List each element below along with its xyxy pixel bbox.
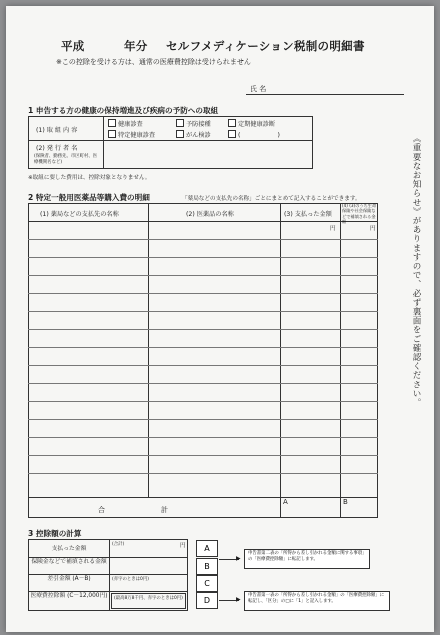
key-d: D: [196, 592, 218, 609]
important-notice-vertical: 《重要なお知らせ》がありますので、必ず裏面をご確認ください。: [411, 134, 421, 407]
total-a-label: A: [283, 498, 288, 506]
section1-row2-label: (2) 発 行 者 名: [36, 145, 78, 152]
check-vaccination[interactable]: [176, 119, 211, 128]
table-row[interactable]: [28, 275, 378, 276]
checkbox-icon: [228, 130, 236, 138]
row-deduction-label: 医療費控除額 (C－12,000円): [30, 593, 108, 599]
section2-heading: 2 特定一般用医薬品等購入費の明細: [28, 193, 150, 202]
col-divider-2: [280, 203, 281, 518]
checkbox-icon: [176, 119, 184, 127]
col-header-medicine: (2) 医薬品の名称: [186, 211, 234, 218]
section3-heading: 3 控除額の計算: [28, 529, 82, 538]
checkbox-icon: [108, 119, 116, 127]
arrow-right-icon: ▶: [236, 596, 241, 603]
table-row[interactable]: [28, 437, 378, 438]
section2-heading-note: 「薬局などの支払先の名称」ごとにまとめて記入することができます。: [182, 196, 361, 202]
col-header-paid: (3) 支払った金額: [284, 211, 332, 218]
table-header-divider: [28, 221, 378, 222]
row-deduction-hint: (最高8万8千円、赤字のときは0円): [114, 596, 183, 601]
col-divider-1: [148, 203, 149, 497]
table-row[interactable]: [28, 311, 378, 312]
table-row[interactable]: [28, 347, 378, 348]
section1-row2-sublabel: (保険者、勤務先、市区町村、医療機関名など): [34, 154, 98, 165]
name-underline: [246, 94, 404, 95]
key-c: C: [196, 575, 218, 592]
row-reimbursed-label: 保険金などで補填される金額: [31, 559, 107, 565]
check-health-exam[interactable]: [108, 119, 143, 128]
table-row[interactable]: [28, 383, 378, 384]
deduction-row-divider: [28, 591, 188, 592]
row-paid-label: 支払った金額: [51, 546, 87, 552]
check-label: 予防接種: [186, 121, 211, 128]
table-row[interactable]: [28, 401, 378, 402]
page-title: セルフメディケーション税制の明細書: [166, 39, 365, 53]
table-row[interactable]: [28, 257, 378, 258]
total-b-label: B: [343, 498, 348, 506]
section1-footnote: ※取組に要した費用は、控除対象となりません。: [28, 175, 151, 181]
row-paid-hint: (合計): [112, 542, 125, 547]
table-row[interactable]: [28, 419, 378, 420]
name-field[interactable]: [276, 80, 396, 94]
key-b: B: [196, 558, 218, 575]
key-a: A: [196, 540, 218, 557]
check-label: 特定健康診査: [118, 132, 156, 139]
check-specific-checkup[interactable]: [108, 130, 155, 139]
table-row[interactable]: [28, 365, 378, 366]
unit-paid: 円: [330, 226, 336, 232]
check-label: 健康診査: [118, 121, 143, 128]
row-difference-label: 差引金額 (A－B): [47, 576, 91, 582]
purchase-table: [28, 203, 378, 518]
table-row[interactable]: [28, 293, 378, 294]
table-row[interactable]: [28, 329, 378, 330]
deduction-row-divider: [28, 557, 188, 558]
check-label: 定期健康診断: [238, 121, 276, 128]
table-row[interactable]: [28, 239, 378, 240]
check-label: ( ): [238, 132, 280, 139]
table-row[interactable]: [28, 473, 378, 474]
title-era: 平成: [61, 39, 85, 53]
form-paper: [6, 6, 434, 632]
row-paid-unit: 円: [180, 543, 186, 549]
total-row-divider: [28, 497, 378, 498]
transfer-note-1: 申告書第二表の「所得から差し引かれる金額に関する事項」の「医療費控除額」に転記します。: [244, 549, 370, 569]
section1-row-divider: [28, 140, 313, 141]
section1-row1-label: (1) 取 組 内 容: [36, 127, 78, 134]
checkbox-icon: [176, 130, 184, 138]
check-cancer-screening[interactable]: [176, 130, 211, 139]
name-label: 氏 名: [250, 85, 267, 93]
table-row[interactable]: [28, 455, 378, 456]
check-label: がん検診: [186, 132, 211, 139]
total-label: 合 計: [98, 506, 168, 514]
deduction-row-divider: [28, 574, 188, 575]
col-header-reimbursed: (4) (3)のうち生命保険や社会保険などで補填される金額: [342, 203, 377, 225]
title-subnote: ※この控除を受ける方は、通常の医療費控除は受けられません: [56, 58, 251, 66]
section1-heading: 1 申告する方の健康の保持増進及び疾病の予防への取組: [28, 106, 219, 115]
col-divider-3: [340, 203, 341, 518]
check-other[interactable]: [228, 130, 280, 139]
check-regular-checkup[interactable]: [228, 119, 275, 128]
deduction-col-divider: [109, 539, 110, 611]
issuer-name-field[interactable]: [106, 142, 311, 168]
title-year: 年分: [124, 39, 148, 53]
row-difference-hint: (赤字のときは0円): [112, 577, 149, 582]
col-header-pharmacy: (1) 薬局などの支払先の名称: [40, 211, 119, 218]
checkbox-icon: [228, 119, 236, 127]
unit-reimbursed: 円: [370, 226, 376, 232]
transfer-note-2: 申告書第一表の「所得から差し引かれる金額」の「医療費控除額」に転記し、「区分」の□に「1」と記入します。: [244, 591, 390, 611]
section1-col-divider: [103, 116, 104, 169]
checkbox-icon: [108, 130, 116, 138]
arrow-right-icon: ▶: [236, 555, 241, 562]
